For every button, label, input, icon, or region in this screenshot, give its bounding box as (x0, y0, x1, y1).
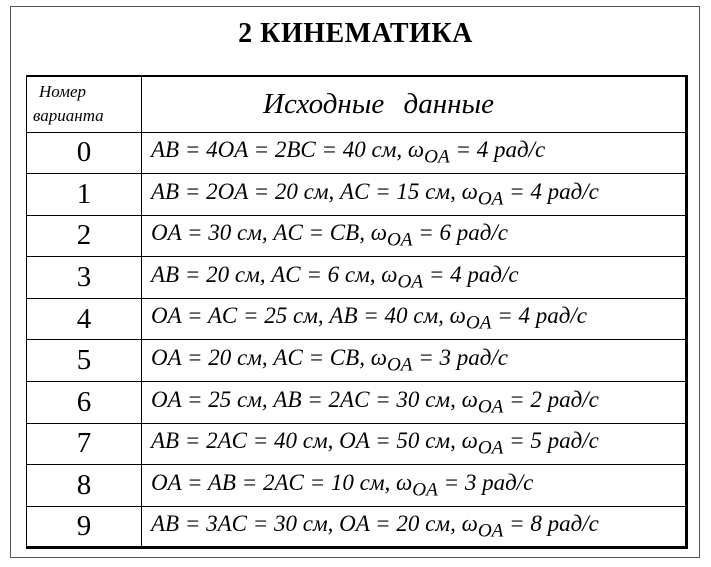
variant-data (142, 298, 687, 340)
variant-data (142, 506, 687, 548)
variant-data-tail: = 8 рад/с (503, 510, 599, 536)
variant-data-tail: = 4 рад/с (449, 137, 546, 162)
variant-data-text: OA = 30 см, AC = CB, ω (151, 220, 387, 246)
omega-subscript: OA (412, 479, 438, 501)
variant-data-text: OA = AB = 2AC = 10 см, ω (151, 469, 413, 495)
omega-subscript: OA (477, 437, 504, 459)
variant-number: 0 (27, 132, 142, 174)
variant-data-text: AB = 4OA = 2BC = 40 см, ω (151, 137, 425, 162)
header-variant-cell (27, 76, 142, 132)
variant-number: 5 (27, 340, 142, 382)
variant-number: 2 (27, 215, 142, 257)
variant-data-text: OA = 20 см, AC = CB, ω (151, 344, 387, 370)
variant-data (142, 382, 687, 424)
variant-data (142, 215, 687, 257)
variant-data-tail: = 3 рад/с (437, 469, 534, 495)
table-row (27, 423, 687, 465)
variant-data-tail: = 6 рад/с (412, 220, 509, 246)
variant-data-tail: = 3 рад/с (412, 344, 509, 370)
variant-data-text: OA = AC = 25 см, AB = 40 см, ω (151, 303, 466, 329)
variant-data (142, 257, 687, 299)
table-row (27, 340, 687, 382)
omega-subscript: OA (477, 520, 504, 542)
omega-subscript: OA (397, 271, 424, 293)
variant-data (142, 174, 687, 216)
header-data-cell: Исходные данные (142, 76, 687, 132)
header-variant-line1: Номер (39, 82, 87, 102)
table-row (27, 382, 687, 424)
table-row (27, 257, 687, 299)
header-variant-line2: варианта (33, 106, 104, 126)
variant-data (142, 465, 687, 507)
variant-data-tail: = 4 рад/с (503, 178, 599, 204)
omega-subscript: OA (477, 188, 504, 210)
variant-number: 4 (27, 298, 142, 340)
kinematics-table (26, 75, 688, 549)
table-row (27, 506, 687, 548)
variant-data-text: AB = 2OA = 20 см, AC = 15 см, ω (151, 178, 478, 204)
variant-data (142, 340, 687, 382)
variant-data-text: AB = 3AC = 30 см, OA = 20 см, ω (151, 510, 478, 536)
table-row (27, 215, 687, 257)
variant-data (142, 423, 687, 465)
variant-data-tail: = 4 рад/с (423, 261, 519, 287)
variant-number: 9 (27, 506, 142, 548)
variant-number: 3 (27, 257, 142, 299)
table-row (27, 132, 687, 174)
variant-number: 6 (27, 382, 142, 424)
variant-data-text: AB = 20 см, AC = 6 см, ω (151, 261, 398, 287)
variant-data-tail: = 2 рад/с (503, 386, 599, 412)
table-row (27, 465, 687, 507)
omega-subscript: OA (465, 312, 492, 334)
table-row (27, 298, 687, 340)
variant-data (142, 132, 687, 174)
variant-number: 8 (27, 465, 142, 507)
table-header-row (27, 76, 687, 132)
variant-number: 1 (27, 174, 142, 216)
omega-subscript: OA (386, 354, 413, 376)
variant-data-text: AB = 2AC = 40 см, OA = 50 см, ω (151, 428, 478, 454)
omega-subscript: OA (477, 396, 504, 418)
table-row (27, 174, 687, 216)
omega-subscript: OA (386, 229, 413, 251)
omega-subscript: OA (424, 146, 450, 168)
variant-data-text: OA = 25 см, AB = 2AC = 30 см, ω (151, 386, 478, 412)
variant-data-tail: = 5 рад/с (503, 428, 599, 454)
page-title: 2 КИНЕМАТИКА (238, 18, 473, 49)
variant-data-tail: = 4 рад/с (491, 303, 587, 329)
variant-number: 7 (27, 423, 142, 465)
